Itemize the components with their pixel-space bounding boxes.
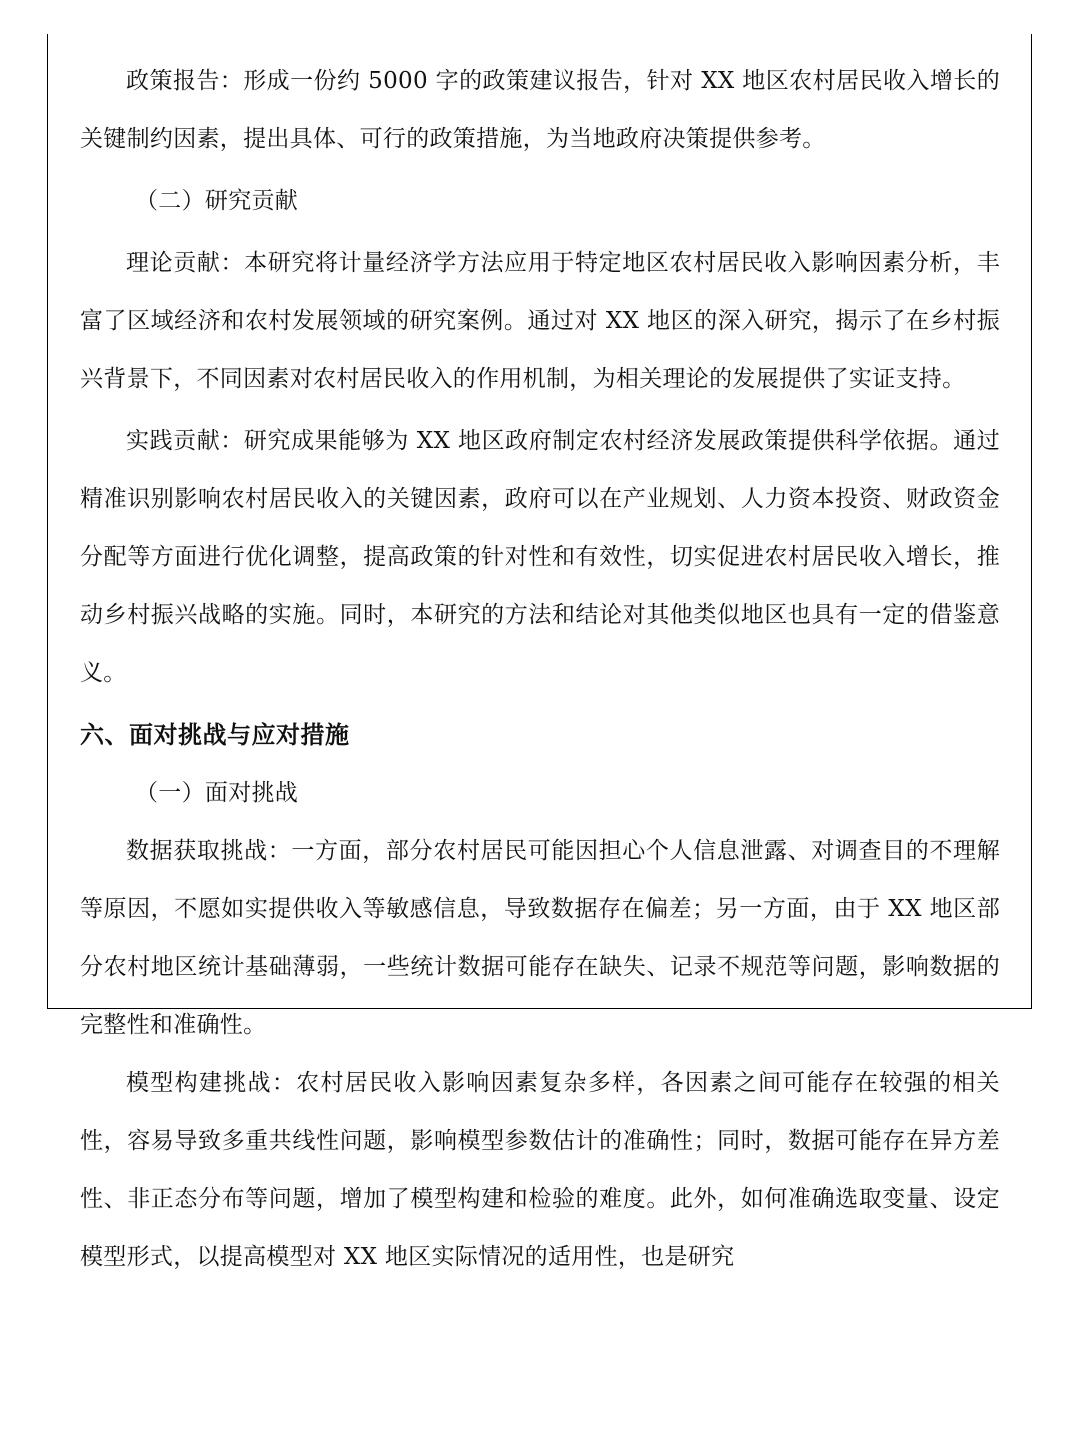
paragraph-data-challenge: 数据获取挑战：一方面，部分农村居民可能因担心个人信息泄露、对调查目的不理解等原因，不愿如实提供收入等敏感信息，导致数据存在偏差；另一方面，由于 XX 地区部分农村地区统计基础薄弱，一些统计数据可能存在缺失、记录不规范等问题，影响数据的完整性和准确性。 xyxy=(80,838,1000,1038)
paragraph-theory-contribution: 理论贡献：本研究将计量经济学方法应用于特定地区农村居民收入影响因素分析，丰富了区域经济和农村发展领域的研究案例。通过对 XX 地区的深入研究，揭示了在乡村振兴背景下，不同因素对农村居民收入的作用机制，为相关理论的发展提供了实证支持。 xyxy=(80,250,1000,392)
subheading-research-contribution: （二）研究贡献 xyxy=(135,188,299,214)
section-heading-challenges: 六、面对挑战与应对措施 xyxy=(80,721,350,749)
paragraph-practice-contribution: 实践贡献：研究成果能够为 XX 地区政府制定农村经济发展政策提供科学依据。通过精准识别影响农村居民收入的关键因素，政府可以在产业规划、人力资本投资、财政资金分配等方面进行优化调整，提高政策的针对性和有效性，切实促进农村居民收入增长，推动乡村振兴战略的实施。同时，本研究的方法和结论对其他类似地区也具有一定的借鉴意义。 xyxy=(80,428,1000,686)
paragraph-model-challenge: 模型构建挑战：农村居民收入影响因素复杂多样，各因素之间可能存在较强的相关性，容易导致多重共线性问题，影响模型参数估计的准确性；同时，数据可能存在异方差性、非正态分布等问题，增加了模型构建和检验的难度。此外，如何准确选取变量、设定模型形式，以提高模型对 XX 地区实际情况的适用性，也是研究 xyxy=(80,1070,1000,1270)
paragraph-policy-report: 政策报告：形成一份约 5000 字的政策建议报告，针对 XX 地区农村居民收入增长的关键制约因素，提出具体、可行的政策措施，为当地政府决策提供参考。 xyxy=(80,68,1000,152)
document-body xyxy=(80,52,1000,1286)
subheading-challenges: （一）面对挑战 xyxy=(135,780,299,806)
